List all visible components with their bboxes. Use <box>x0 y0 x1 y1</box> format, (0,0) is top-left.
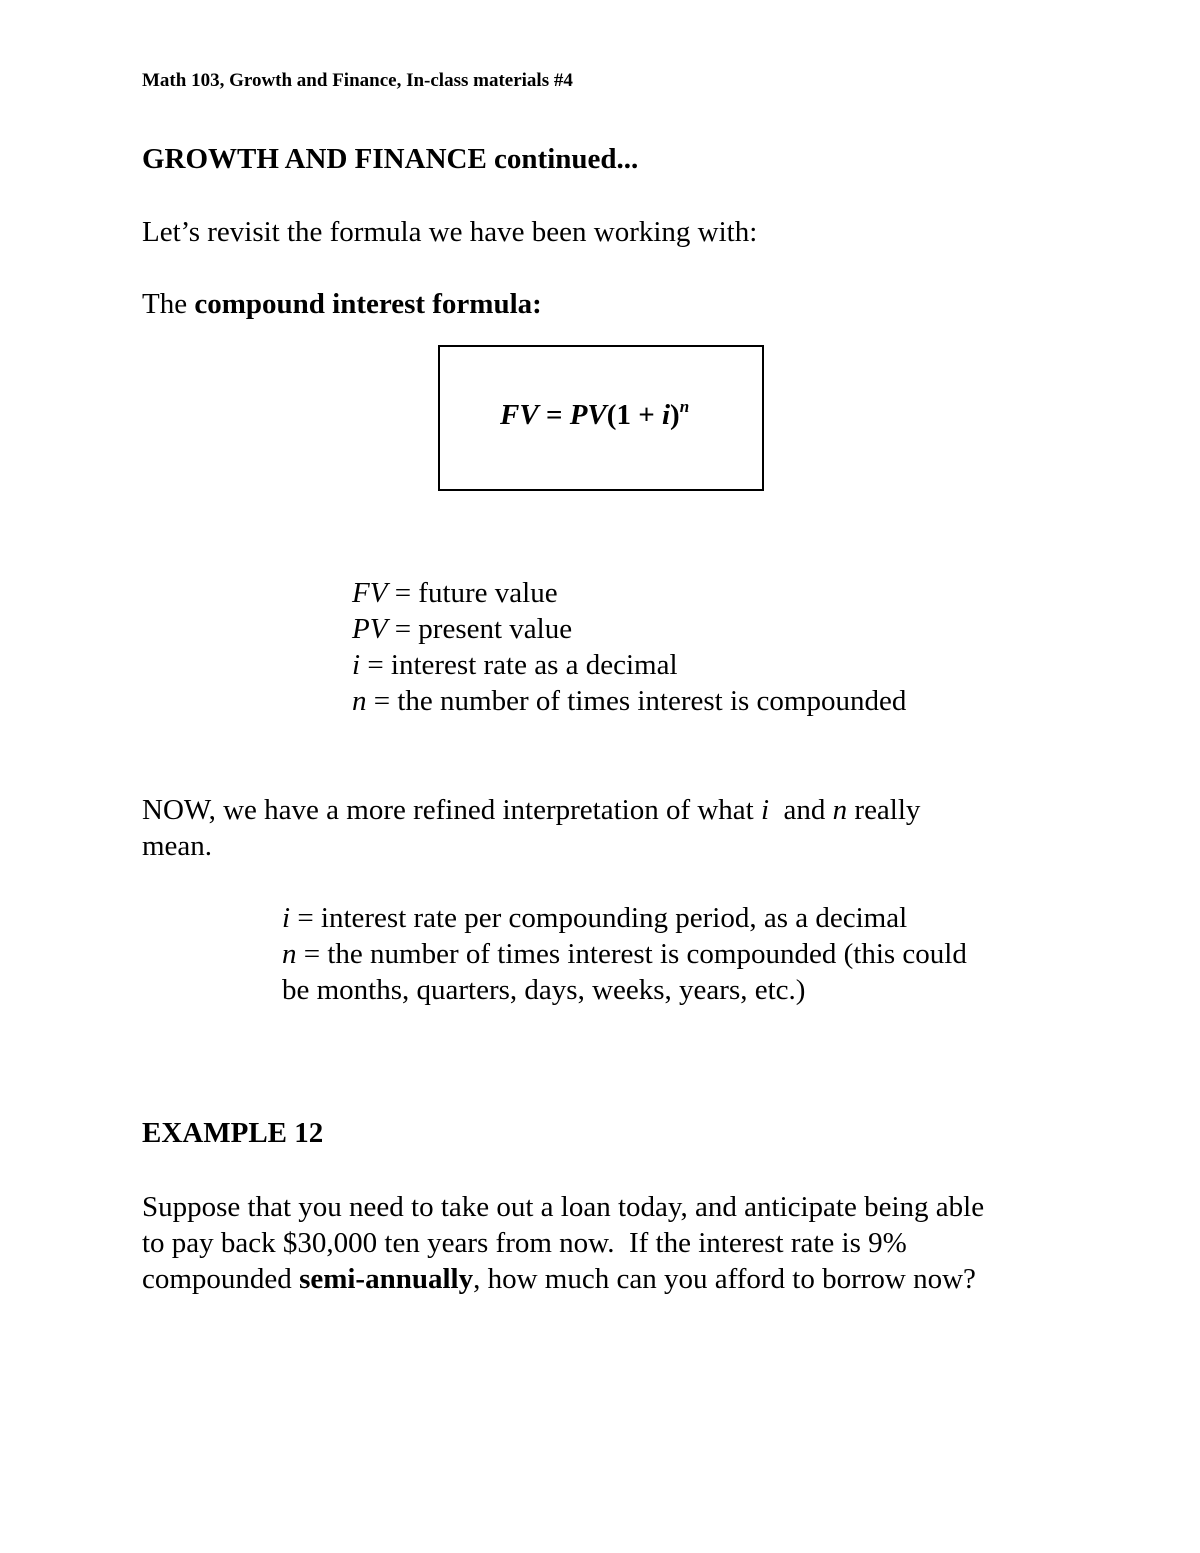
refined-n-line-2: be months, quarters, days, weeks, years, etc.) <box>282 974 806 1006</box>
now-part2: and <box>769 794 833 826</box>
refined-n-symbol: n <box>282 938 297 970</box>
refined-i-symbol: i <box>282 902 291 934</box>
definition-text: = the number of times interest is compounded <box>366 685 907 717</box>
example-heading: EXAMPLE 12 <box>142 1117 324 1149</box>
formula-intro <box>142 286 542 322</box>
formula-box <box>438 345 764 491</box>
example-line-2: to pay back $30,000 ten years from now. If the interest rate is 9% <box>142 1227 907 1259</box>
formula-equals: = <box>538 399 570 431</box>
example-text <box>142 1189 984 1297</box>
now-n-symbol: n <box>832 794 848 826</box>
definition-n <box>352 683 906 719</box>
formula-intro-bold: compound interest formula: <box>194 288 542 320</box>
formula-open: (1 + <box>606 399 662 431</box>
definition-pv <box>352 611 906 647</box>
now-part3: really <box>847 794 921 826</box>
definition-fv <box>352 575 906 611</box>
formula-close: ) <box>670 399 680 431</box>
definition-symbol: n <box>352 685 367 717</box>
example-line-3-bold: semi-annually <box>299 1263 474 1295</box>
example-line-3-prefix: compounded <box>142 1263 300 1295</box>
definition-i <box>352 647 906 683</box>
now-line-1 <box>142 792 920 828</box>
formula-exponent: n <box>679 397 690 416</box>
refined-n-text: = the number of times interest is compounded (this could <box>296 938 967 970</box>
now-line-2: mean. <box>142 830 213 862</box>
refined-definitions <box>282 900 967 1008</box>
now-i-symbol: i <box>760 794 770 826</box>
definition-text: = interest rate as a decimal <box>360 649 678 681</box>
refined-i-line <box>282 900 967 936</box>
example-line-3 <box>142 1261 984 1297</box>
refined-i-text: = interest rate per compounding period, as a decimal <box>290 902 908 934</box>
definition-text: = future value <box>387 577 558 609</box>
definition-symbol: i <box>352 649 361 681</box>
definition-symbol: PV <box>352 613 388 645</box>
definition-text: = present value <box>387 613 573 645</box>
intro-text: Let’s revisit the formula we have been working with: <box>142 216 758 248</box>
definitions-list <box>352 575 906 719</box>
page-header: Math 103, Growth and Finance, In-class materials #4 <box>142 70 573 91</box>
example-line-1: Suppose that you need to take out a loan today, and anticipate being able <box>142 1191 985 1223</box>
refined-n-line <box>282 936 967 972</box>
section-heading: GROWTH AND FINANCE continued... <box>142 143 639 175</box>
formula-fv: FV <box>500 399 539 431</box>
formula-pv: PV <box>569 399 607 431</box>
definition-symbol: FV <box>352 577 388 609</box>
formula-intro-prefix: The <box>142 288 195 320</box>
formula-i: i <box>661 399 671 431</box>
now-part1: NOW, we have a more refined interpretation of what <box>142 794 761 826</box>
compound-interest-formula <box>500 399 689 432</box>
example-line-3-suffix: , how much can you afford to borrow now? <box>473 1263 976 1295</box>
now-paragraph <box>142 792 920 864</box>
